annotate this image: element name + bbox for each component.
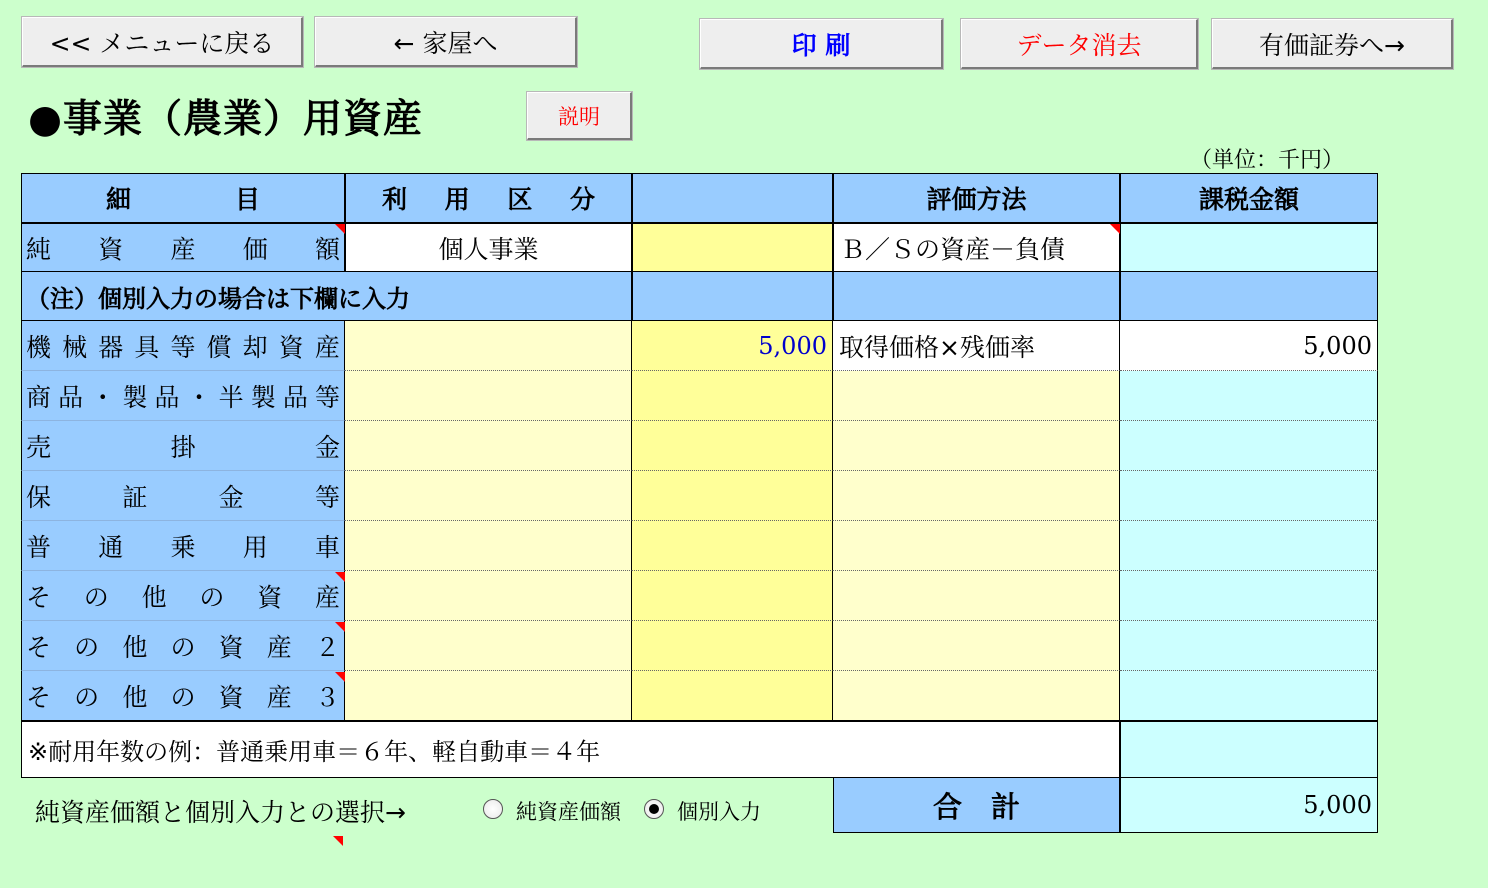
asset-row-usage[interactable]: [345, 421, 632, 471]
asset-row-method[interactable]: [833, 521, 1120, 571]
comment-marker: [335, 622, 345, 632]
asset-row-taxable: 5,000: [1120, 321, 1378, 371]
label-char: 器: [98, 332, 124, 362]
label-char: 品: [282, 382, 308, 412]
asset-row-label: [21, 471, 345, 521]
header-char: 利: [382, 185, 408, 214]
label-char: 他: [122, 632, 148, 662]
label-char: そ: [26, 582, 52, 612]
header-usage: [345, 173, 632, 223]
clear-data-button[interactable]: データ消去: [961, 19, 1198, 69]
asset-row-method[interactable]: [833, 571, 1120, 621]
label-char: 械: [62, 332, 88, 362]
asset-row-amount[interactable]: 5,000: [632, 321, 833, 371]
asset-row-method[interactable]: 取得価格×残価率: [833, 321, 1120, 371]
label-char: ・: [186, 382, 212, 412]
header-char: 用: [444, 185, 470, 214]
net-assets-usage[interactable]: 個人事業: [345, 223, 632, 272]
label-char: 産: [314, 332, 340, 362]
label-char: の: [199, 582, 225, 612]
label-char: 他: [141, 582, 167, 612]
label-char: 産: [170, 234, 196, 264]
asset-row-method[interactable]: [833, 421, 1120, 471]
asset-row-amount[interactable]: [632, 571, 833, 621]
label-char: 却: [242, 332, 268, 362]
label-char: の: [170, 682, 196, 712]
label-char: 他: [122, 682, 148, 712]
print-button[interactable]: 印 刷: [700, 19, 943, 69]
note-blank-method: [833, 271, 1120, 321]
asset-row-usage[interactable]: [345, 471, 632, 521]
label-char: 用: [242, 532, 268, 562]
label-char: の: [74, 632, 100, 662]
asset-row-method[interactable]: [833, 621, 1120, 671]
asset-row-label: [21, 671, 345, 721]
label-char: の: [170, 632, 196, 662]
net-assets-radio-label[interactable]: 純資産価額: [516, 800, 621, 824]
net-assets-amount[interactable]: [632, 223, 833, 272]
label-char: 価: [242, 234, 268, 264]
asset-row-usage[interactable]: [345, 371, 632, 421]
explain-button[interactable]: 説明: [527, 92, 632, 140]
label-char: 車: [314, 532, 340, 562]
label-char: 産: [266, 632, 292, 662]
label-char: 資: [218, 682, 244, 712]
asset-row-taxable: [1120, 621, 1378, 671]
label-char: 通: [98, 532, 124, 562]
asset-row-usage[interactable]: [345, 671, 632, 721]
asset-row-amount[interactable]: [632, 671, 833, 721]
asset-row-method[interactable]: [833, 671, 1120, 721]
asset-row-method[interactable]: [833, 471, 1120, 521]
menu-back-button[interactable]: << メニューに戻る: [22, 17, 303, 67]
label-char: 純: [26, 234, 52, 264]
label-char: ２: [314, 632, 340, 662]
asset-row-label: [21, 571, 345, 621]
label-char: 資: [98, 234, 124, 264]
asset-row-method[interactable]: [833, 371, 1120, 421]
label-char: そ: [26, 682, 52, 712]
house-back-button[interactable]: ← 家屋へ: [315, 17, 577, 67]
label-char: 額: [314, 234, 340, 264]
label-char: 機: [26, 332, 52, 362]
asset-row-label: [21, 521, 345, 571]
asset-row-taxable: [1120, 371, 1378, 421]
comment-marker: [1110, 224, 1120, 234]
unit-label: （単位：千円）: [1190, 148, 1345, 173]
net-assets-label: [21, 223, 345, 272]
net-assets-method: Ｂ／Ｓの資産－負債: [833, 223, 1120, 272]
header-char: 目: [234, 185, 260, 214]
label-char: 償: [206, 332, 232, 362]
header-method: 評価方法: [833, 173, 1120, 223]
label-char: 資: [218, 632, 244, 662]
total-label: 合 計: [833, 777, 1120, 833]
label-char: 品: [154, 382, 180, 412]
label-char: 等: [170, 332, 196, 362]
asset-row-taxable: [1120, 521, 1378, 571]
asset-row-amount[interactable]: [632, 421, 833, 471]
asset-row-amount[interactable]: [632, 521, 833, 571]
asset-row-taxable: [1120, 471, 1378, 521]
asset-row-amount[interactable]: [632, 621, 833, 671]
asset-row-label: [21, 621, 345, 671]
label-char: 産: [314, 582, 340, 612]
label-char: 金: [314, 432, 340, 462]
selection-prompt: 純資産価額と個別入力との選択→: [35, 798, 406, 827]
label-char: 乗: [170, 532, 196, 562]
asset-row-usage[interactable]: [345, 571, 632, 621]
asset-row-label: [21, 371, 345, 421]
header-item: [21, 173, 345, 223]
asset-row-usage[interactable]: [345, 321, 632, 371]
example-taxable: [1120, 721, 1378, 778]
useful-life-example-note: ※耐用年数の例：普通乗用車＝６年、軽自動車＝４年: [21, 721, 1120, 778]
label-char: の: [83, 582, 109, 612]
label-char: 産: [266, 682, 292, 712]
asset-row-taxable: [1120, 421, 1378, 471]
label-char: 証: [122, 482, 148, 512]
label-char: 製: [122, 382, 148, 412]
header-amount: [632, 173, 833, 223]
label-char: 資: [278, 332, 304, 362]
label-char: 商: [26, 382, 52, 412]
net-assets-radio[interactable]: [483, 799, 503, 819]
label-char: 金: [218, 482, 244, 512]
asset-row-amount[interactable]: [632, 471, 833, 521]
asset-row-label: [21, 421, 345, 471]
header-char: 細: [106, 185, 132, 214]
label-char: そ: [26, 632, 52, 662]
note-blank-amount: [632, 271, 833, 321]
total-value: 5,000: [1120, 777, 1378, 833]
label-char: 等: [314, 382, 340, 412]
asset-row-label: [21, 321, 345, 371]
label-char: 製: [250, 382, 276, 412]
asset-row-taxable: [1120, 671, 1378, 721]
header-taxable: 課税金額: [1120, 173, 1378, 223]
label-char: 保: [26, 482, 52, 512]
label-char: の: [74, 682, 100, 712]
comment-marker: [335, 572, 345, 582]
asset-row-taxable: [1120, 571, 1378, 621]
page-title: ●事業（農業）用資産: [28, 97, 424, 142]
label-char: 具: [134, 332, 160, 362]
label-char: 半: [218, 382, 244, 412]
label-char: 掛: [170, 432, 196, 462]
asset-row-usage[interactable]: [345, 521, 632, 571]
header-char: 区: [507, 185, 533, 214]
header-char: 分: [569, 185, 595, 214]
asset-row-amount[interactable]: [632, 371, 833, 421]
label-char: 資: [257, 582, 283, 612]
note-blank-taxable: [1120, 271, 1378, 321]
label-char: ３: [314, 682, 340, 712]
label-char: 普: [26, 532, 52, 562]
net-assets-taxable: [1120, 223, 1378, 272]
individual-input-radio[interactable]: [644, 799, 664, 819]
comment-marker: [335, 224, 345, 234]
securities-next-button[interactable]: 有価証券へ→: [1212, 19, 1453, 69]
label-char: 売: [26, 432, 52, 462]
label-char: 品: [58, 382, 84, 412]
individual-input-note: （注）個別入力の場合は下欄に入力: [21, 271, 632, 321]
label-char: 等: [314, 482, 340, 512]
asset-row-usage[interactable]: [345, 621, 632, 671]
asset-table: [21, 173, 1378, 833]
comment-marker: [333, 836, 343, 846]
comment-marker: [335, 672, 345, 682]
individual-input-radio-label[interactable]: 個別入力: [677, 800, 761, 824]
label-char: ・: [90, 382, 116, 412]
